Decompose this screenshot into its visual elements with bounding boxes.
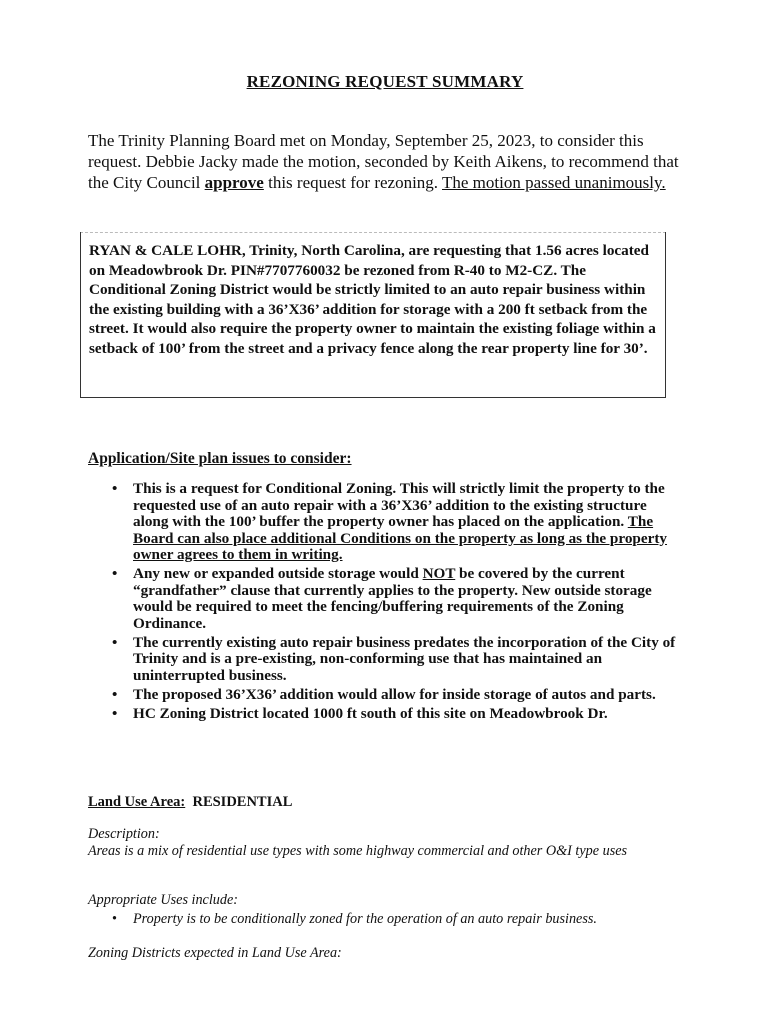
issue-2-text-a: Any new or expanded outside storage would: [133, 565, 423, 582]
list-item: [100, 566, 680, 632]
request-box-text: RYAN & CALE LOHR, Trinity, North Carolina, are requesting that 1.56 acres located on Meadowbrook Dr. PIN#7707760032 be rezoned from R-40 to M2-CZ. The Conditional Zoning District would be strictly limited to an auto repair business within the existing building with a 36’X36’ addition for storage with a 200 ft setback from the street. It would also require the property owner to maintain the existing foliage within a setback of 100’ from the street and a privacy fence along the rear property line for 30’.: [89, 242, 656, 357]
issue-1-text: This is a request for Conditional Zoning. This will strictly limit the property to the requested use of an auto repair with a 36’X36’ addition to the existing structure along with the 100’ buffer the property owner has placed on the application.: [133, 480, 665, 530]
intro-text-2: this request for rezoning.: [263, 173, 442, 192]
bullet-icon: •: [112, 685, 118, 703]
issues-heading: Application/Site plan issues to consider:: [88, 450, 352, 467]
list-item: [100, 481, 680, 564]
bullet-icon: •: [112, 565, 118, 582]
land-use-value: RESIDENTIAL: [192, 794, 293, 810]
issue-5-text: HC Zoning District located 1000 ft south of this site on Meadowbrook Dr.: [133, 704, 608, 722]
land-use-label: Land Use Area:: [88, 794, 186, 810]
issue-1-underlined: The Board can also place additional Conditions on the property as long as the property owner agrees to them in writing.: [133, 513, 668, 563]
issues-list: [100, 481, 680, 725]
issue-3-text: The currently existing auto repair business predates the incorporation of the City of Trinity and is a pre-existing, non-conforming use that has maintained an uninterrupted business.: [133, 633, 676, 684]
list-item: [100, 687, 680, 704]
land-use-line: [88, 794, 292, 811]
bullet-icon: •: [112, 480, 118, 497]
bullet-icon: •: [112, 704, 118, 722]
list-item: [100, 911, 670, 928]
page-title: REZONING REQUEST SUMMARY: [246, 72, 524, 91]
description-text: Areas is a mix of residential use types with some highway commercial and other O&I type uses: [88, 843, 628, 859]
bullet-icon: •: [112, 911, 117, 927]
appropriate-uses-label: Appropriate Uses include:: [88, 892, 238, 908]
list-item: [100, 706, 680, 723]
zoning-districts-label: Zoning Districts expected in Land Use Area:: [88, 945, 342, 961]
appropriate-use-text: Property is to be conditionally zoned for the operation of an auto repair business.: [133, 911, 597, 927]
bullet-icon: •: [112, 633, 118, 651]
intro-paragraph: [88, 130, 688, 193]
issue-4-text: The proposed 36’X36’ addition would allow for inside storage of autos and parts.: [133, 685, 656, 703]
issue-2-not: NOT: [422, 565, 456, 582]
motion-passed-text: The motion passed unanimously.: [442, 173, 666, 192]
approve-word: approve: [204, 173, 264, 192]
intro-text-1: The Trinity Planning Board met on Monday, September 25, 2023, to consider this request. Debbie Jacky made the motion, seconded by Keith Aikens, to recommend that the City Council: [88, 131, 679, 192]
list-item: [100, 635, 680, 685]
appropriate-uses-list: [100, 911, 670, 928]
description-label: Description:: [88, 826, 160, 842]
issue-2-text-b: be covered by the current “grandfather” clause that currently applies to the property. New outside storage would be required to meet the fencing/buffering requirements of the Zoning Ordinance.: [133, 565, 652, 632]
